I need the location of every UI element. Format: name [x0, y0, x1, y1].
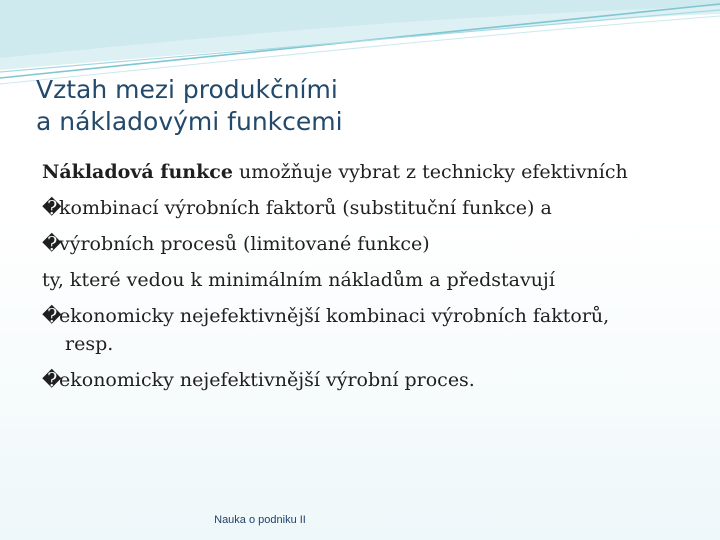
slide-title [36, 74, 676, 138]
bullet-item-2-text: výrobních procesů (limitované funkce) [59, 233, 430, 255]
title-line-2: a nákladovými funkcemi [36, 107, 343, 136]
bullet-item-4-text: ekonomicky nejefektivnější výrobní proces. [59, 369, 475, 391]
bullet-glyph: � [42, 197, 62, 219]
slide-body [42, 154, 702, 398]
bullet-item-3-text: ekonomicky nejefektivnější kombinaci výrobních faktorů, [59, 305, 610, 327]
slide-footer [0, 514, 720, 526]
body-paragraph-2: ty, které vedou k minimálním nákladům a představují [42, 269, 555, 291]
bullet-glyph: � [42, 369, 62, 391]
paragraph-1-text: umožňuje vybrat z technicky efektivních [232, 161, 628, 183]
term-bold: Nákladová funkce [42, 161, 233, 183]
footer-text: Nauka o podniku II [214, 514, 306, 526]
bullet-item-3 [42, 298, 702, 334]
bullet-item-3-continuation: resp. [65, 333, 114, 355]
bullet-item-1-text: kombinací výrobních faktorů (substituční funkce) a [59, 197, 552, 219]
title-line-1: Vztah mezi produkčními [36, 75, 338, 104]
bullet-item-1 [42, 190, 702, 226]
bullet-glyph: � [42, 233, 62, 255]
body-paragraph-1 [42, 154, 702, 190]
bullet-item-4 [42, 362, 702, 398]
bullet-item-2 [42, 226, 702, 262]
bullet-glyph: � [42, 305, 62, 327]
